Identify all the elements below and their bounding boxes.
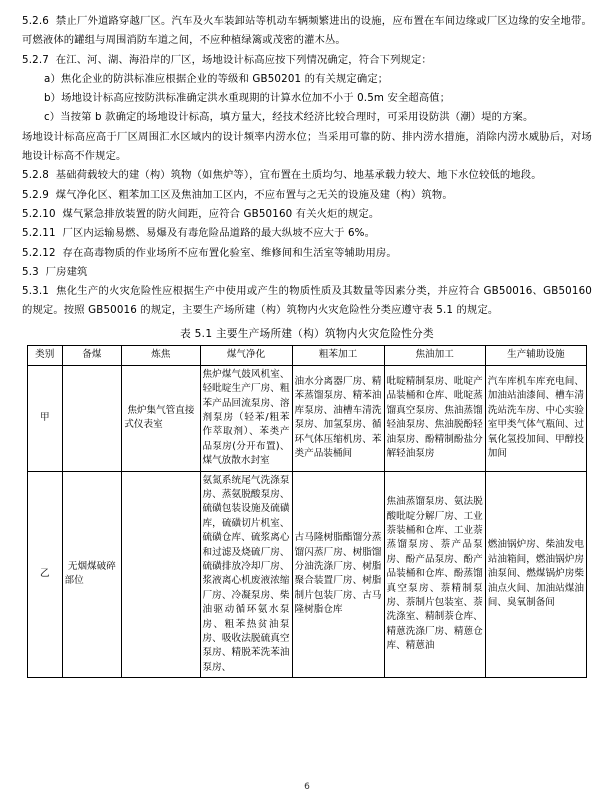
paragraph-5-2-11: 5.2.11 厂区内运输易燃、易爆及有毒危险品道路的最大纵坡不应大于 6%。 xyxy=(22,227,376,240)
cell-jia-auxiliary: 汽车库机车库充电间、加油站油漆间、槽车清洗站洗车房、中心实验室甲类气体气瓶间、过氧化氢投加间、甲醇投加间 xyxy=(485,365,586,471)
table-caption: 表 5.1 主要生产场所建（构）筑物内火灾危险性分类 xyxy=(180,327,434,340)
cell-category-jia: 甲 xyxy=(28,365,63,471)
table-header-row xyxy=(28,345,587,365)
page-number: 6 xyxy=(304,782,310,792)
paragraph-5-2-7: 5.2.7 在江、河、湖、海沿岸的厂区，场地设计标高应按下列情况确定，符合下列规定： xyxy=(22,53,432,66)
table-row xyxy=(28,471,587,678)
cell-yi-coal-prep: 无烟煤破碎部位 xyxy=(62,471,122,678)
column-header-tar-processing: 焦油加工 xyxy=(384,345,485,365)
cell-jia-coking: 焦炉集气管直接式仪表室 xyxy=(122,365,200,471)
column-header-coking: 炼焦 xyxy=(122,345,200,365)
cell-jia-crude-benzene: 油水分离器厂房、精苯蒸馏泵房、精苯油库泵房、油槽车清洗泵房、加氢泵房、循环气体压缩机房、苯类产品装桶间 xyxy=(292,365,384,471)
paragraph-5-2-7-a: a）焦化企业的防洪标准应根据企业的等级和 GB50201 的有关规定确定； xyxy=(44,72,389,85)
paragraph-5-2-7-c: c）当按第 b 款确定的场地设计标高，填方量大，经技术经济比较合理时，可采用设防洪（潮）堤的方案。 xyxy=(44,111,534,124)
paragraph-5-2-12: 5.2.12 存在高毒物质的作业场所不应布置化验室、维修间和生活室等辅助用房。 xyxy=(22,246,397,259)
cell-jia-gas-purification: 焦炉煤气鼓风机室、轻吡啶生产厂房、粗苯产品回流泵房、溶剂泵房（轻苯/粗苯作萃取剂）、苯类产品泵房(分开布置)、煤气放散水封室 xyxy=(200,365,292,471)
cell-jia-coal-prep xyxy=(62,365,122,471)
paragraph-5-2-7-c-cont: 场地设计标高应高于厂区周围汇水区域内的设计频率内涝水位；当采用可靠的防、排内涝水措施，消除内涝水威胁后，对场地设计标高不作规定。 xyxy=(22,130,592,163)
column-header-coal-prep: 备煤 xyxy=(62,345,122,365)
paragraph-5-2-7-b: b）场地设计标高应按防洪标准确定洪水重现期的计算水位加不小于 0.5m 安全超高值； xyxy=(44,92,451,105)
column-header-gas-purification: 煤气净化 xyxy=(200,345,292,365)
document-body xyxy=(22,12,596,321)
cell-category-yi: 乙 xyxy=(28,471,63,678)
cell-yi-crude-benzene: 古马隆树脂酯馏分蒸馏闪蒸厂房、树脂馏分油洗涤厂房、树脂聚合装置厂房、树脂制片包装厂房、古马隆树脂仓库 xyxy=(292,471,384,678)
table-row xyxy=(28,365,587,471)
cell-yi-tar-processing: 焦油蒸馏泵房、氨法脱酸吡啶分解厂房、工业萘装桶和仓库、工业萘蒸馏泵房、萘产品泵房、酚产品泵房、酚产品装桶和仓库、酚蒸馏真空泵房、萘精制泵房、萘制片包装室、萘洗涤室、精制萘仓库、精蒽洗涤厂房、精蒽仓库、精蒽油 xyxy=(384,471,485,678)
paragraph-5-3-1: 5.3.1 焦化生产的火灾危险性应根据生产中使用或产生的物质性质及其数量等因素分类，并应符合 GB50016、GB50160 的规定。按照 GB50016 的规定，主要生产场所建（构）筑物内火灾危险性分类应遵守表 5.1 的规定。 xyxy=(22,285,596,317)
paragraph-5-2-8: 5.2.8 基础荷载较大的建（构）筑物（如焦炉等），宜布置在土质均匀、地基承载力较大、地下水位较低的地段。 xyxy=(22,169,542,182)
cell-yi-auxiliary: 燃油锅炉房、柴油发电站油箱间，燃油锅炉房油泵间、燃煤锅炉房柴油点火间、加油站煤油间、臭氧制备间 xyxy=(485,471,586,678)
cell-yi-coking xyxy=(122,471,200,678)
cell-jia-tar-processing: 吡啶精制泵房、吡啶产品装桶和仓库、吡啶蒸馏真空泵房、焦油蒸馏轻油泵房、焦油脱酚轻油泵房、酚精制酚盐分解轻油泵房 xyxy=(384,365,485,471)
column-header-category: 类别 xyxy=(28,345,63,365)
paragraph-5-2-6: 5.2.6 禁止厂外道路穿越厂区。汽车及火车装卸站等机动车辆频繁进出的设施，应布置在车间边缘或厂区边缘的安全地带。可燃液体的罐组与周围消防车道之间，不应种植绿篱或茂密的灌木丛。 xyxy=(22,15,592,47)
cell-yi-gas-purification: 氨氮系统尾气洗涤泵房、蒸氨脱酸泵房、硫磺包装设施及硫磺库，硫磺切片机室、硫磺仓库、硫浆离心和过滤及烧硫厂房、硫磺排放冷却厂房、浆液离心机废液浓缩厂房、冷凝泵房、柴油驱动循环氨水泵房、粗苯热贫油泵房、吸收法脱硫真空泵房、精脱苯洗苯油泵房、 xyxy=(200,471,292,678)
fire-hazard-classification-table xyxy=(27,345,587,679)
heading-5-3: 5.3 厂房建筑 xyxy=(22,265,88,278)
paragraph-5-2-10: 5.2.10 煤气紧急排放装置的防火间距，应符合 GB50160 有关火炬的规定。 xyxy=(22,207,380,220)
column-header-crude-benzene: 粗苯加工 xyxy=(292,345,384,365)
column-header-auxiliary: 生产辅助设施 xyxy=(485,345,586,365)
paragraph-5-2-9: 5.2.9 煤气净化区、粗苯加工区及焦油加工区内，不应布置与之无关的设施及建（构）筑物。 xyxy=(22,188,453,201)
